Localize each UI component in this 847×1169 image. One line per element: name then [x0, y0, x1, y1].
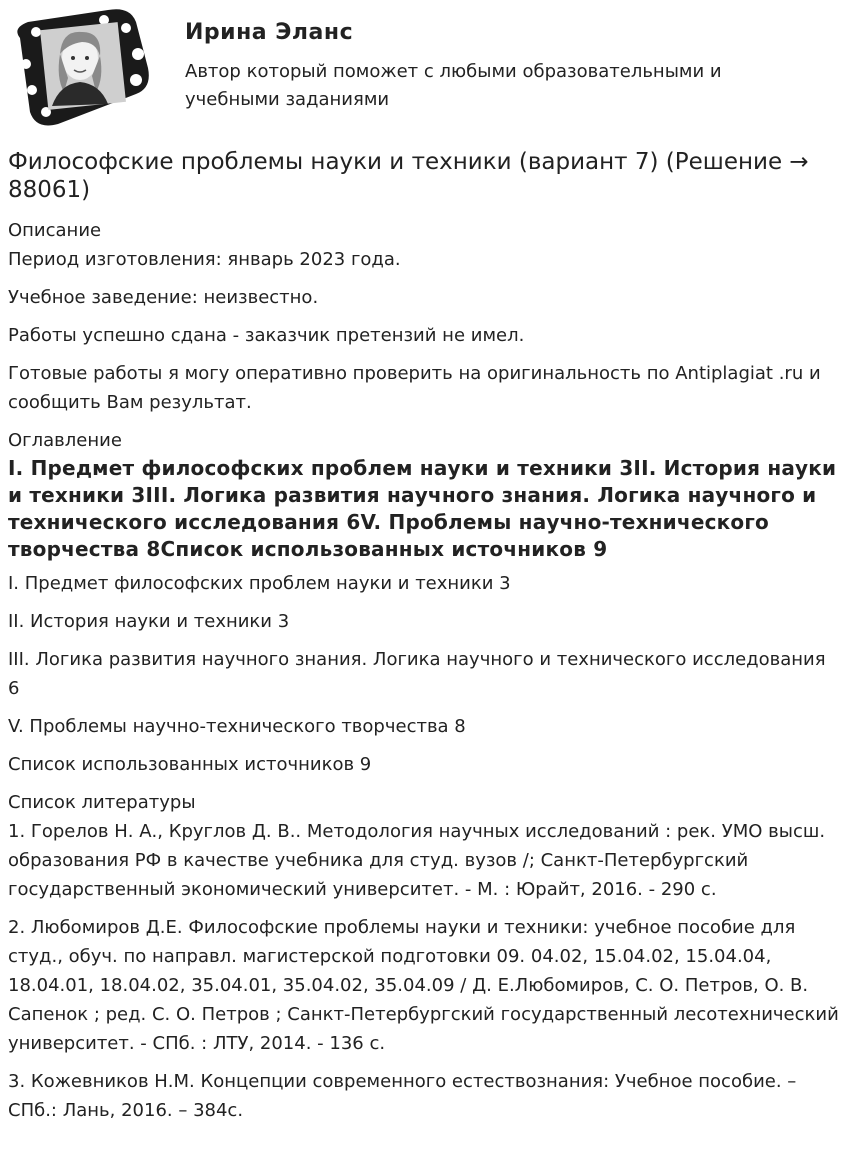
author-description: Автор который поможет с любыми образовательными и учебными заданиями [185, 61, 722, 110]
literature-item: 3. Кожевников Н.М. Концепции современного естествознания: Учебное пособие. – СПб.: Лань, 2016. – 384с. [8, 1071, 797, 1121]
toc-item: III. Логика развития научного знания. Логика научного и технического исследования 6 [8, 649, 826, 699]
description-paragraph: Период изготовления: январь 2023 года. [8, 249, 401, 270]
document-title: Философские проблемы науки и техники (вариант 7) (Решение → 88061) [8, 149, 809, 203]
toc-item: V. Проблемы научно-технического творчества 8 [8, 716, 466, 737]
literature-label: Список литературы [8, 792, 196, 813]
toc-item: Список использованных источников 9 [8, 754, 372, 775]
author-avatar[interactable] [8, 8, 150, 126]
document-content [8, 216, 842, 1134]
description-paragraph: Готовые работы я могу оперативно проверить на оригинальность по Antiplagiat .ru и сообщить Вам результат. [8, 363, 821, 413]
toc-item: I. Предмет философских проблем науки и техники 3 [8, 573, 511, 594]
toc-label: Оглавление [8, 430, 122, 451]
author-card[interactable] [8, 8, 838, 126]
description-paragraph: Учебное заведение: неизвестно. [8, 287, 319, 308]
toc-item: II. История науки и техники 3 [8, 611, 290, 632]
literature-item: 1. Горелов Н. А., Круглов Д. В.. Методология научных исследований : рек. УМО высш. образования РФ в качестве учебника для студ. вузов /; Санкт-Петербургский государственный экономический университет. - М. : Юрайт, 2016. - 290 с. [8, 821, 826, 900]
description-paragraph: Работы успешно сдана - заказчик претензий не имел. [8, 325, 525, 346]
literature-item: 2. Любомиров Д.Е. Философские проблемы науки и техники: учебное пособие для студ., обуч. по направл. магистерской подготовки 09. 04.02, 15.04.02, 15.04.04, 18.04.01, 18.04.02, 35.04.01, 35.04.02, 35.04.09 / Д. Е.Любомиров, С. О. Петров, О. В. Сапенок ; ред. С. О. Петров ; Санкт-Петербургский государственный лесотехнический университет. - СПб. : ЛТУ, 2014. - 136 с. [8, 917, 839, 1054]
toc-bold-summary: I. Предмет философских проблем науки и техники 3II. История науки и техники 3III. Логика развития научного знания. Логика научного и технического исследования 6V. Проблемы научно-технического творчества 8Список использованных источников 9 [8, 456, 837, 561]
author-name[interactable]: Ирина Эланс [185, 20, 354, 45]
description-label: Описание [8, 220, 102, 241]
